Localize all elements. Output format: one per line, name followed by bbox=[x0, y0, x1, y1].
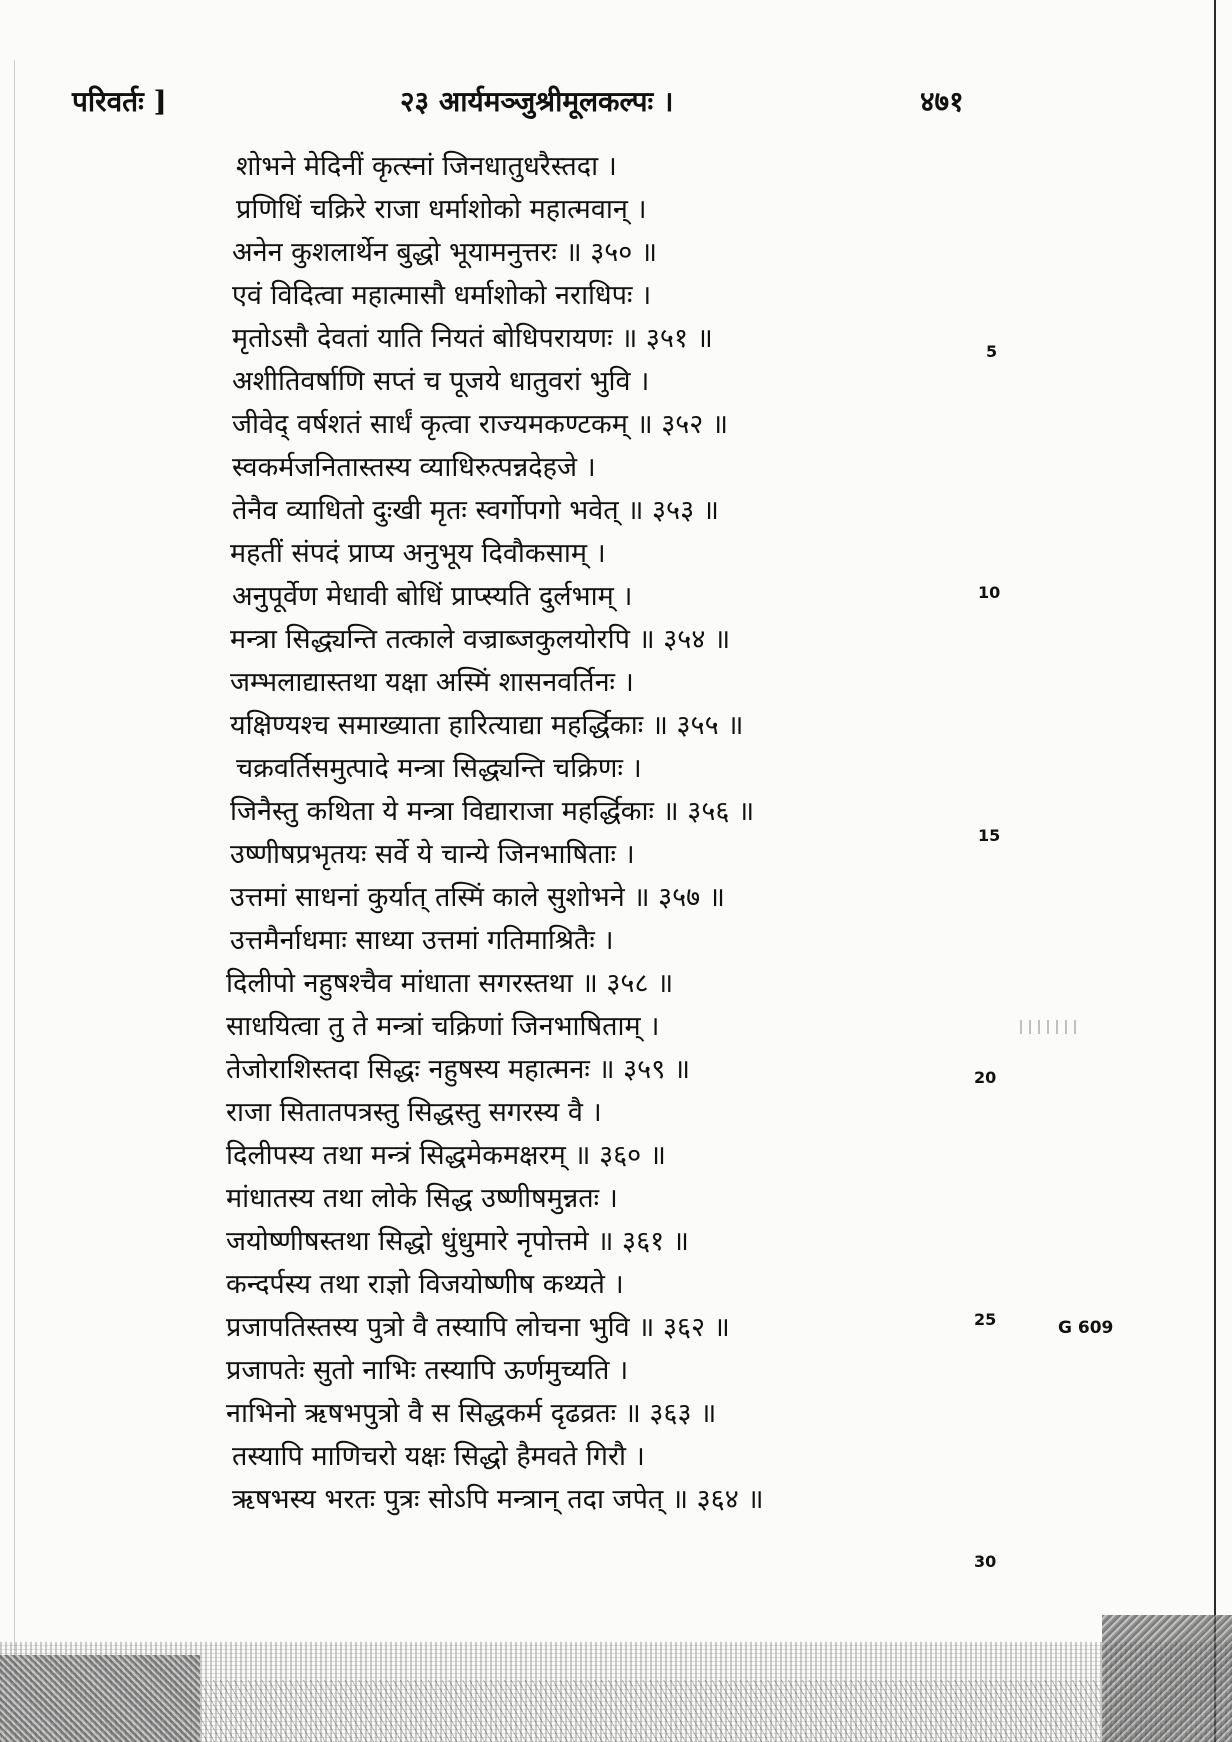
verse-line: अनुपूर्वेण मेधावी बोधिं प्राप्स्यति दुर्लभाम् । bbox=[232, 581, 633, 612]
verse-line: तस्यापि माणिचरो यक्षः सिद्धो हैमवते गिरौ । bbox=[232, 1441, 645, 1472]
verse-line: साधयित्वा तु ते मन्त्रां चक्रिणां जिनभाषिताम् । bbox=[226, 1011, 660, 1042]
scan-specks bbox=[1020, 1020, 1080, 1034]
verse-line: तेनैव व्याधितो दुःखी मृतः स्वर्गोपगो भवेत् ॥ ३५३ ॥ bbox=[232, 495, 719, 526]
verse-line: स्वकर्मजनितास्तस्य व्याधिरुत्पन्नदेहजे । bbox=[232, 452, 596, 483]
verse-line: प्रजापतेः सुतो नाभिः तस्यापि ऊर्णमुच्यति । bbox=[226, 1355, 629, 1386]
verse-line: मांधातस्य तथा लोके सिद्ध उष्णीषमुन्नतः । bbox=[226, 1183, 618, 1214]
verse-line: उत्तमां साधनां कुर्यात् तस्मिं काले सुशोभने ॥ ३५७ ॥ bbox=[230, 882, 725, 913]
page-right-edge bbox=[1214, 0, 1216, 1742]
line-number: 30 bbox=[974, 1552, 997, 1571]
verse-line: कन्दर्पस्य तथा राज्ञो विजयोष्णीष कथ्यते । bbox=[226, 1269, 624, 1300]
line-number: 20 bbox=[974, 1068, 997, 1087]
gilgit-reference: G 609 bbox=[1058, 1318, 1114, 1338]
running-title: २३ आर्यमञ्जुश्रीमूलकल्पः । bbox=[400, 85, 674, 118]
verse-line: जम्भलाद्यास्तथा यक्षा अस्मिं शासनवर्तिनः । bbox=[230, 667, 634, 698]
scan-noise-right bbox=[1102, 1615, 1232, 1742]
verse-line: प्रजापतिस्तस्य पुत्रो वै तस्यापि लोचना भुवि ॥ ३६२ ॥ bbox=[226, 1312, 730, 1343]
line-number: 15 bbox=[978, 826, 1001, 845]
verse-line: नाभिनो ऋषभपुत्रो वै स सिद्धकर्म दृढव्रतः ॥ ३६३ ॥ bbox=[226, 1398, 717, 1429]
scan-noise-left bbox=[0, 1655, 200, 1742]
verse-line: मन्त्रा सिद्ध्यन्ति तत्काले वज्राब्जकुलयोरपि ॥ ३५४ ॥ bbox=[230, 624, 731, 655]
verse-line: उत्तमैर्नाधमाः साध्या उत्तमां गतिमाश्रितैः । bbox=[230, 925, 614, 956]
page-header bbox=[0, 82, 1232, 122]
verse-line: शोभने मेदिनीं कृत्स्नां जिनधातुधरैस्तदा । bbox=[236, 151, 617, 182]
line-number: 25 bbox=[974, 1310, 997, 1329]
verse-line: जयोष्णीषस्तथा सिद्धो धुंधुमारे नृपोत्तमे ॥ ३६१ ॥ bbox=[226, 1226, 689, 1257]
verse-line: तेजोराशिस्तदा सिद्धः नहुषस्य महात्मनः ॥ ३५९ ॥ bbox=[226, 1054, 691, 1085]
verse-line: अनेन कुशलार्थेन बुद्धो भूयामनुत्तरः ॥ ३५० ॥ bbox=[232, 237, 658, 268]
verse-line: चक्रवर्तिसमुत्पादे मन्त्रा सिद्ध्यन्ति चक्रिणः । bbox=[236, 753, 642, 784]
verse-line: एवं विदित्वा महात्मासौ धर्माशोको नराधिपः । bbox=[232, 280, 652, 311]
verse-line: यक्षिण्यश्च समाख्याता हारित्याद्या महर्द्धिकाः ॥ ३५५ ॥ bbox=[230, 710, 744, 741]
chapter-marker: परिवर्तः ] bbox=[72, 85, 167, 118]
verse-line: उष्णीषप्रभृतयः सर्वे ये चान्ये जिनभाषिताः । bbox=[230, 839, 635, 870]
verse-line: दिलीपस्य तथा मन्त्रं सिद्धमेकमक्षरम् ॥ ३६० ॥ bbox=[226, 1140, 666, 1171]
verse-line: ऋषभस्य भरतः पुत्रः सोऽपि मन्त्रान् तदा जपेत् ॥ ३६४ ॥ bbox=[232, 1484, 764, 1515]
verse-line: दिलीपो नहुषश्चैव मांधाता सगरस्तथा ॥ ३५८ ॥ bbox=[226, 968, 674, 999]
page-number: ४७१ bbox=[920, 85, 964, 118]
verse-line: महतीं संपदं प्राप्य अनुभूय दिवौकसाम् । bbox=[230, 538, 606, 569]
verse-line: राजा सितातपत्रस्तु सिद्धस्तु सगरस्य वै । bbox=[226, 1097, 602, 1128]
page-left-edge bbox=[14, 60, 15, 1680]
line-number: 10 bbox=[978, 583, 1001, 602]
line-number: 5 bbox=[986, 342, 998, 361]
scan-noise-middle bbox=[200, 1680, 1100, 1742]
verse-line: मृतोऽसौ देवतां याति नियतं बोधिपरायणः ॥ ३५१ ॥ bbox=[232, 323, 713, 354]
verse-line: जीवेद् वर्षशतं सार्धं कृत्वा राज्यमकण्टकम् ॥ ३५२ ॥ bbox=[232, 409, 729, 440]
verse-line: प्रणिधिं चक्रिरे राजा धर्माशोको महात्मवान् । bbox=[236, 194, 647, 225]
verse-line: अशीतिवर्षाणि सप्तं च पूजये धातुवरां भुवि । bbox=[232, 366, 650, 397]
verse-line: जिनैस्तु कथिता ये मन्त्रा विद्याराजा महर्द्धिकाः ॥ ३५६ ॥ bbox=[230, 796, 755, 827]
